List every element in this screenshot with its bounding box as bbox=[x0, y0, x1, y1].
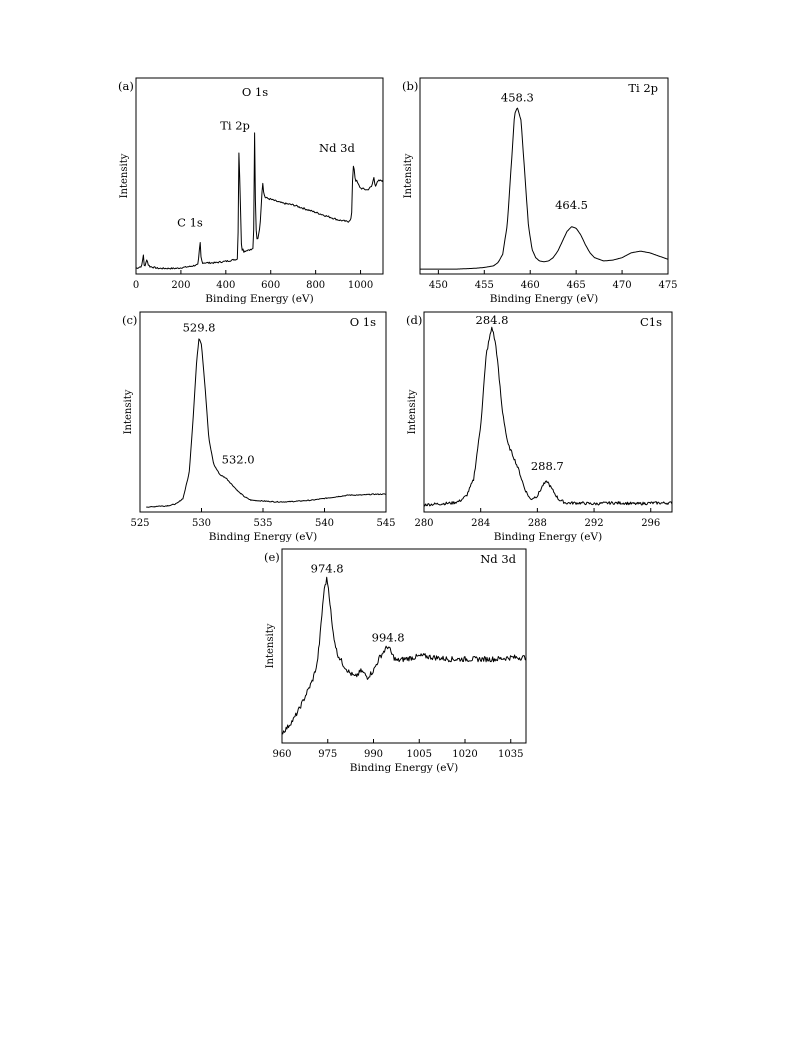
panel-title: Nd 3d bbox=[480, 552, 516, 566]
peak-annotation: O 1s bbox=[241, 85, 269, 99]
x-tick-label: 455 bbox=[474, 280, 494, 291]
x-tick-label: 284 bbox=[471, 518, 491, 529]
x-tick-label: 470 bbox=[612, 280, 632, 291]
y-axis-label: Intensity bbox=[403, 153, 414, 199]
x-axis-label: Binding Energy (eV) bbox=[205, 293, 314, 305]
x-tick-label: 1005 bbox=[406, 749, 432, 760]
x-tick-label: 292 bbox=[584, 518, 604, 529]
panel-title: O 1s bbox=[349, 315, 376, 329]
x-tick-label: 465 bbox=[566, 280, 586, 291]
plot-frame bbox=[420, 78, 668, 274]
x-tick-label: 400 bbox=[216, 280, 236, 291]
y-axis-label: Intensity bbox=[123, 389, 134, 435]
peak-annotation: 529.8 bbox=[182, 320, 216, 335]
x-tick-label: 530 bbox=[191, 518, 212, 529]
peak-annotation: 974.8 bbox=[310, 561, 344, 576]
spectrum-line bbox=[146, 339, 386, 507]
spectrum-line bbox=[420, 108, 668, 269]
panel-2 bbox=[122, 312, 396, 543]
panel-title: Ti 2p bbox=[628, 81, 658, 95]
panel-label: (e) bbox=[264, 550, 280, 564]
panel-label: (b) bbox=[402, 79, 419, 93]
x-tick-label: 600 bbox=[261, 280, 281, 291]
plot-frame bbox=[136, 78, 383, 274]
peak-annotation: 464.5 bbox=[555, 198, 589, 213]
x-tick-label: 450 bbox=[428, 280, 448, 291]
peak-annotation: 532.0 bbox=[221, 452, 255, 467]
x-axis-label: Binding Energy (eV) bbox=[208, 531, 318, 543]
x-tick-label: 200 bbox=[171, 280, 191, 291]
x-tick-label: 460 bbox=[520, 280, 540, 291]
panel-label: (d) bbox=[406, 313, 423, 327]
x-tick-label: 535 bbox=[253, 518, 273, 529]
x-tick-label: 280 bbox=[414, 518, 434, 529]
x-tick-label: 288 bbox=[527, 518, 547, 529]
y-axis-label: Intensity bbox=[265, 623, 276, 669]
x-tick-label: 540 bbox=[314, 518, 335, 529]
peak-annotation: Ti 2p bbox=[220, 118, 250, 133]
panel-label: (c) bbox=[122, 313, 138, 327]
x-tick-label: 545 bbox=[376, 518, 396, 529]
peak-annotation: C 1s bbox=[177, 215, 203, 230]
spectrum-line bbox=[282, 577, 526, 734]
x-tick-label: 990 bbox=[363, 749, 384, 760]
x-axis-label: Binding Energy (eV) bbox=[489, 293, 599, 305]
peak-annotation: Nd 3d bbox=[319, 141, 355, 155]
panel-title: C1s bbox=[639, 315, 662, 329]
x-tick-label: 475 bbox=[658, 280, 678, 291]
spectrum-line bbox=[424, 327, 672, 506]
panel-label: (a) bbox=[118, 79, 134, 93]
panel-3 bbox=[406, 312, 672, 543]
x-tick-label: 975 bbox=[318, 749, 338, 760]
panel-0 bbox=[118, 78, 383, 305]
x-tick-label: 525 bbox=[130, 518, 150, 529]
peak-annotation: 288.7 bbox=[530, 458, 564, 473]
x-tick-label: 800 bbox=[306, 280, 326, 291]
x-tick-label: 1035 bbox=[498, 749, 524, 760]
panel-4 bbox=[264, 549, 526, 774]
x-tick-label: 0 bbox=[132, 280, 140, 291]
plot-frame bbox=[140, 312, 386, 512]
y-axis-label: Intensity bbox=[119, 153, 130, 199]
x-axis-label: Binding Energy (eV) bbox=[349, 762, 459, 774]
x-tick-label: 960 bbox=[272, 749, 292, 760]
x-tick-label: 1020 bbox=[452, 749, 478, 760]
peak-annotation: 458.3 bbox=[500, 90, 534, 105]
panel-1 bbox=[402, 78, 678, 305]
x-tick-label: 296 bbox=[641, 518, 661, 529]
x-tick-label: 1000 bbox=[347, 280, 374, 291]
peak-annotation: 284.8 bbox=[475, 313, 509, 327]
y-axis-label: Intensity bbox=[407, 389, 418, 435]
peak-annotation: 994.8 bbox=[371, 630, 405, 645]
x-axis-label: Binding Energy (eV) bbox=[493, 531, 603, 543]
